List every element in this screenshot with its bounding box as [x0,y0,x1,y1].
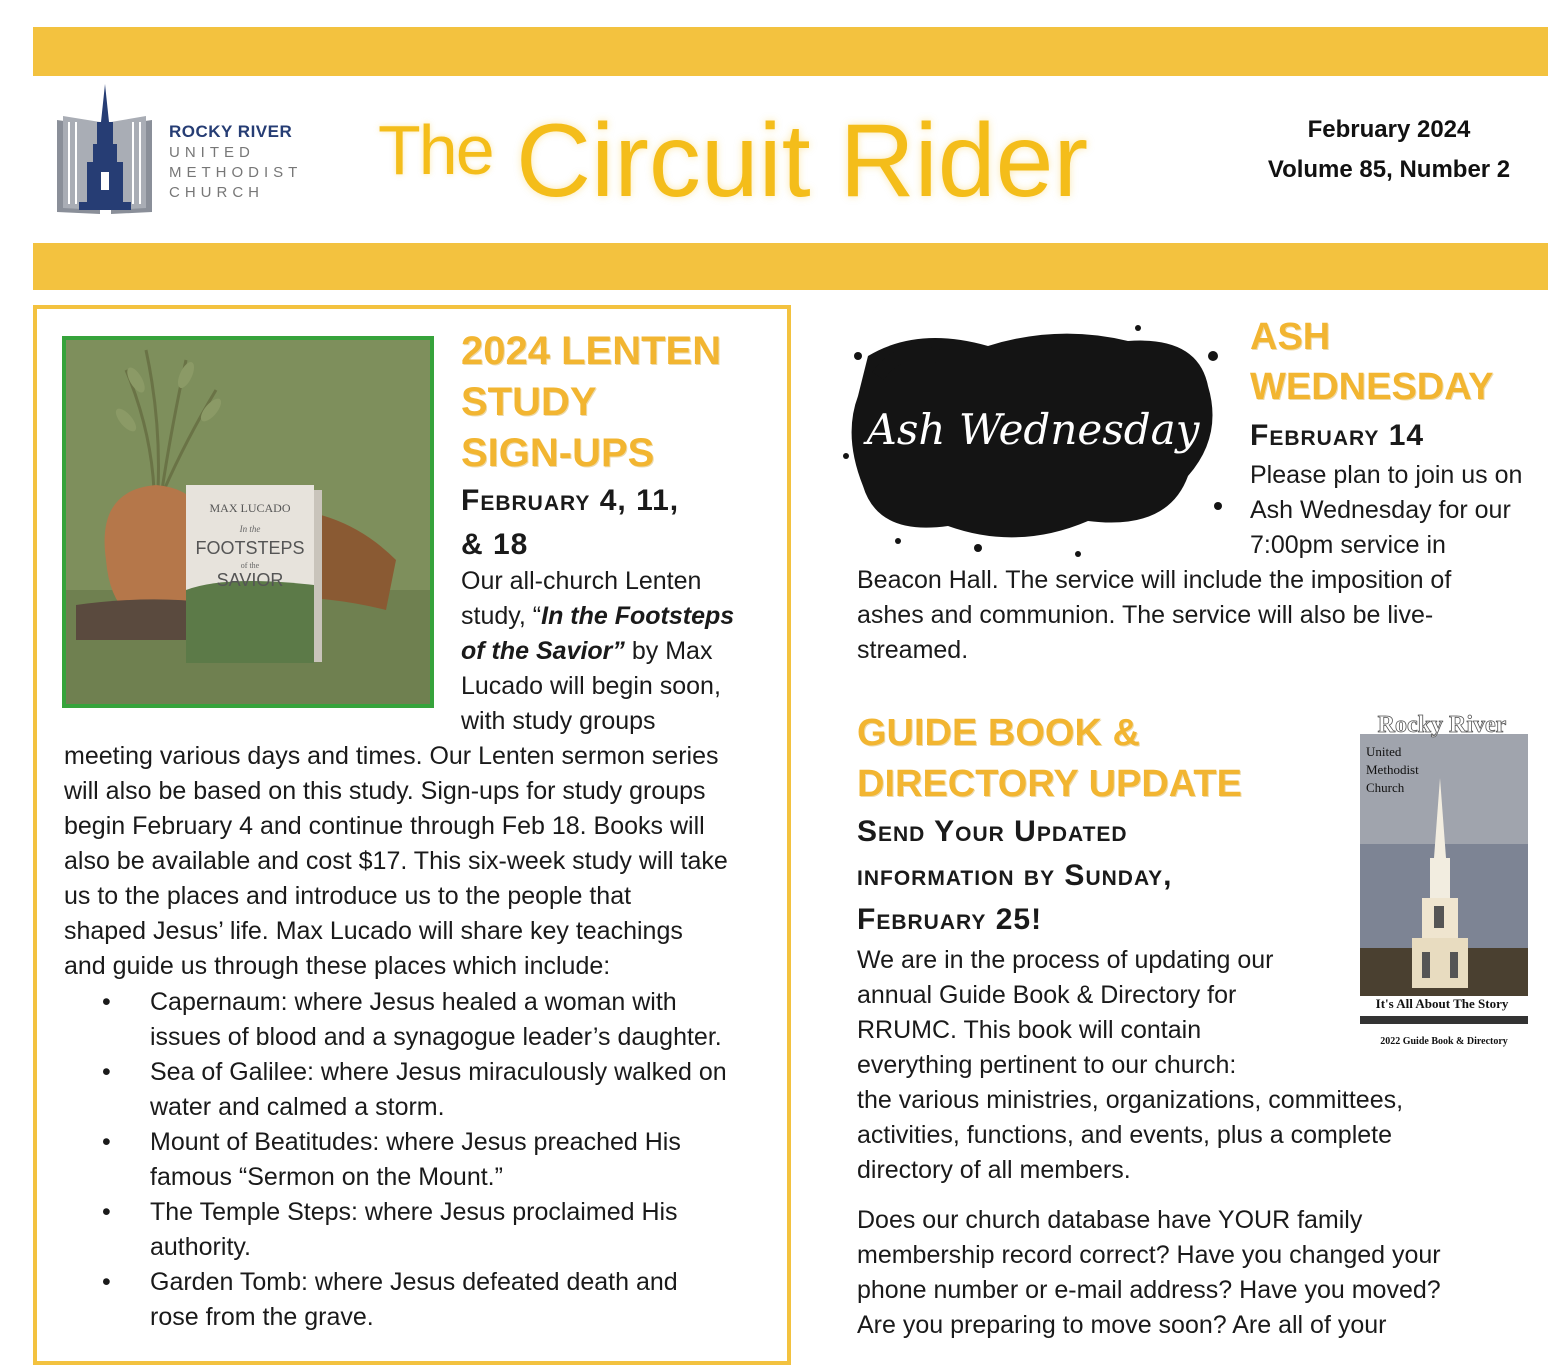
intro-line: Our all-church Lenten [461,567,702,595]
guide-sub-line: Send Your Updated [857,815,1128,848]
ash-line: 7:00pm service in [1250,531,1446,559]
lenten-date-line: February 4, 11, [461,484,680,517]
guide-body-2 [857,1203,1441,1343]
body-line: shaped Jesus’ life. Max Lucado will share key teachings [64,917,683,945]
lenten-title-line: SIGN-UPS [461,431,655,475]
ash-line: ashes and communion. The service will also be live- [857,601,1434,629]
intro-line [461,599,781,634]
guide-line: directory of all members. [857,1156,1131,1184]
book-title-emphasis: of the Savior” [461,637,625,665]
lenten-title [461,326,721,479]
logo-line-3: METHODIST [169,164,303,181]
guide-line: membership record correct? Have you changed your [857,1241,1441,1269]
ash-line: streamed. [857,636,969,664]
lenten-study-article [33,305,791,1365]
bullet-icon: • [102,1198,111,1226]
top-color-band [33,27,1548,76]
guide-line: annual Guide Book & Directory for [857,981,1237,1009]
list-item-line: Capernaum: where Jesus healed a woman with [150,988,677,1016]
bullet-icon: • [102,1128,111,1156]
church-logo [55,82,305,222]
body-line: begin February 4 and continue through Feb 18. Books will [64,812,705,840]
list-item-line: issues of blood and a synagogue leader’s daughter. [150,1023,722,1051]
ash-wednesday-art [838,316,1228,562]
bullet-icon: • [102,1268,111,1296]
list-item-line: The Temple Steps: where Jesus proclaimed His [150,1198,678,1226]
guide-line: phone number or e-mail address? Have you moved? [857,1276,1441,1304]
ash-art-text: Ash Wednesday [866,405,1200,454]
bottom-color-band [33,243,1548,290]
list-item [64,1265,779,1335]
ash-line: Beacon Hall. The service will include the imposition of [857,566,1452,594]
book-author: MAX LUCADO [209,501,291,515]
issue-info [1230,110,1548,190]
logo-line-1: ROCKY RIVER [169,122,293,141]
lenten-title-line: 2024 LENTEN [461,329,722,373]
list-item [64,985,779,1055]
lenten-intro [461,564,781,739]
guide-body-1 [857,943,1403,1188]
list-item-line: famous “Sermon on the Mount.” [150,1163,503,1191]
guide-line: Are you preparing to move soon? Are all of your [857,1311,1387,1339]
lenten-title-line: STUDY [461,380,597,424]
book-title-2: of the [240,561,260,570]
guide-line: activities, functions, and events, plus a complete [857,1121,1393,1149]
ash-smudge-illustration [838,316,1228,562]
ash-text-top [1250,458,1522,563]
cover-title: Rocky River [1377,712,1507,738]
masthead-title: Circuit Rider [516,103,1089,219]
cover-line-2: Methodist [1366,762,1419,777]
lenten-book-photo [62,336,434,708]
guide-line: Does our church database have YOUR family [857,1206,1363,1234]
newsletter-masthead [378,92,1208,232]
ash-date: February 14 [1250,419,1425,452]
body-line: and guide us through these places which include: [64,952,611,980]
list-item [64,1055,779,1125]
list-item-line: Garden Tomb: where Jesus defeated death and [150,1268,678,1296]
book-title-1: FOOTSTEPS [195,538,305,558]
intro-text: study, “ [461,602,542,630]
masthead-the: The [378,111,493,189]
logo-line-4: CHURCH [169,184,264,201]
lenten-dates [461,479,679,567]
intro-line [461,634,781,669]
lenten-body [64,739,779,984]
cover-caption: 2022 Guide Book & Directory [1380,1036,1508,1047]
cover-tagline: It's All About The Story [1375,996,1509,1011]
guide-title-line: GUIDE BOOK & [857,712,1140,754]
bullet-icon: • [102,988,111,1016]
ash-line: Ash Wednesday for our [1250,496,1511,524]
guide-subtitle [857,810,1173,942]
ash-title [1250,312,1494,412]
guide-line: RRUMC. This book will contain [857,1016,1202,1044]
guide-sub-line: February 25! [857,903,1043,936]
cover-line-3: Church [1366,780,1405,795]
list-item-line: Sea of Galilee: where Jesus miraculously walked on [150,1058,727,1086]
guide-line: the various ministries, organizations, committees, [857,1086,1404,1114]
bullet-icon: • [102,1058,111,1086]
book-subtitle: In the [239,524,261,534]
guide-line: everything pertinent to our church: [857,1051,1237,1079]
ash-line: Please plan to join us on [1250,461,1523,489]
intro-line: with study groups [461,707,656,735]
places-list [64,985,779,1335]
guide-title [857,708,1242,810]
list-item-line: Mount of Beatitudes: where Jesus preached His [150,1128,681,1156]
ash-text-bottom [857,563,1451,668]
issue-date: February 2024 [1307,116,1471,143]
book-photo-illustration [66,340,430,704]
body-line: also be available and cost $17. This six-week study will take [64,847,728,875]
body-line: will also be based on this study. Sign-ups for study groups [64,777,706,805]
issue-volume: Volume 85, Number 2 [1267,156,1511,183]
intro-line: Lucado will begin soon, [461,672,721,700]
list-item [64,1195,779,1265]
cover-line-1: United [1366,744,1402,759]
guide-title-line: DIRECTORY UPDATE [857,763,1242,805]
body-line: us to the places and introduce us to the people that [64,882,632,910]
ash-title-line: ASH [1250,316,1331,358]
list-item-line: authority. [150,1233,251,1261]
intro-text: by Max [624,637,713,665]
lenten-date-line: & 18 [461,528,529,561]
list-item [64,1125,779,1195]
list-item-line: water and calmed a storm. [150,1093,445,1121]
list-item-line: rose from the grave. [150,1303,374,1331]
guide-line: We are in the process of updating our [857,946,1274,974]
guide-sub-line: information by Sunday, [857,859,1173,892]
body-line: meeting various days and times. Our Lenten sermon series [64,742,719,770]
logo-line-2: UNITED [169,144,255,161]
ash-title-line: WEDNESDAY [1250,366,1494,408]
book-title-emphasis: In the Footsteps [541,602,735,630]
book-title-3: SAVIOR [216,570,284,590]
steeple-book-icon [55,82,165,222]
